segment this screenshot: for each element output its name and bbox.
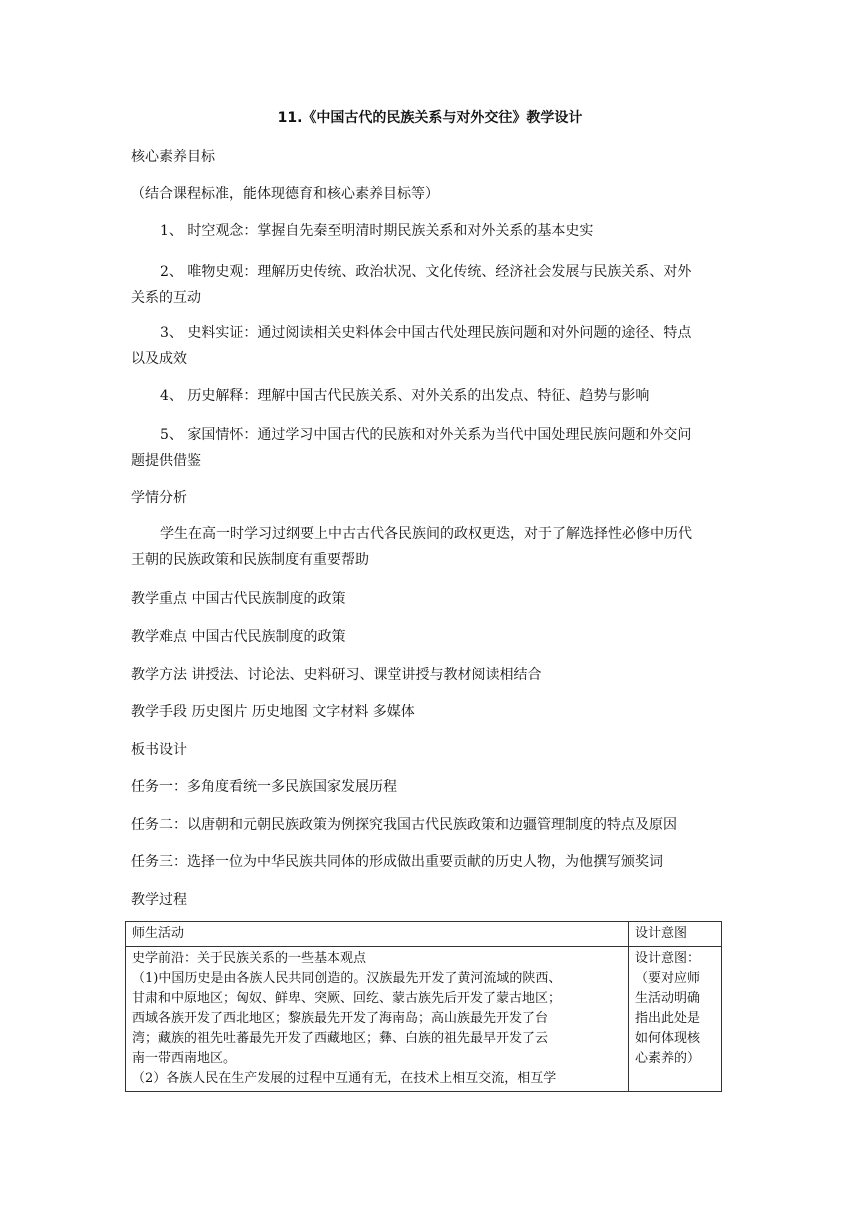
intent-line: 设计意图： — [635, 951, 701, 966]
teaching-key-point: 教学重点 中国古代民族制度的政策 — [131, 591, 346, 607]
objective-2-cont: 关系的互动 — [131, 290, 201, 306]
document-title: 11.《中国古代的民族关系与对外交往》教学设计 — [277, 110, 583, 126]
heading-core-goals: 核心素养目标 — [131, 149, 215, 165]
core-goals-note: （结合课程标准，能体现德育和核心素养目标等） — [131, 186, 439, 202]
activity-line: 甘肃和中原地区；匈奴、鲜卑、突厥、回纥、蒙古族先后开发了蒙古地区； — [132, 991, 562, 1006]
activity-line: （2）各族人民在生产发展的过程中互通有无，在技术上相互交流，相互学 — [132, 1071, 557, 1086]
objective-3: 3、 史料实证：通过阅读相关史料体会中国古代处理民族问题和对外问题的途径、特点 — [160, 325, 692, 341]
heading-teaching-process: 教学过程 — [131, 892, 187, 908]
intent-line: 心素养的） — [635, 1051, 701, 1066]
intent-line: （要对应师 — [635, 971, 701, 986]
activity-line: 西域各族开发了西北地区；黎族最先开发了海南岛；高山族最先开发了台 — [132, 1011, 549, 1026]
table-row — [126, 947, 722, 1092]
teaching-process-table — [125, 921, 722, 1092]
header-design-intent: 设计意图 — [629, 922, 722, 947]
activity-line: 湾；藏族的祖先吐蕃最先开发了西藏地区；彝、白族的祖先最早开发了云 — [132, 1031, 549, 1046]
heading-board-design: 板书设计 — [131, 742, 187, 758]
task-3: 任务三：选择一位为中华民族共同体的形成做出重要贡献的历史人物，为他撰写颁奖词 — [131, 854, 663, 870]
analysis-line-2: 王朝的民族政策和民族制度有重要帮助 — [131, 552, 369, 568]
objective-5: 5、 家国情怀：通过学习中国古代的民族和对外关系为当代中国处理民族问题和外交问 — [160, 427, 692, 443]
teaching-methods: 教学方法 讲授法、讨论法、史料研习、课堂讲授与教材阅读相结合 — [131, 667, 542, 683]
intent-line: 如何体现核 — [635, 1031, 701, 1046]
objective-3-cont: 以及成效 — [131, 351, 187, 367]
design-intent-cell — [629, 947, 722, 1092]
teaching-difficulty: 教学难点 中国古代民族制度的政策 — [131, 629, 346, 645]
teaching-means: 教学手段 历史图片 历史地图 文字材料 多媒体 — [131, 704, 415, 720]
objective-1: 1、 时空观念：掌握自先秦至明清时期民族关系和对外关系的基本史实 — [160, 223, 594, 239]
table-header-row — [126, 922, 722, 947]
task-1: 任务一：多角度看统一多民族国家发展历程 — [131, 779, 397, 795]
activity-line: 史学前沿：关于民族关系的一些基本观点 — [132, 951, 367, 966]
objective-5-cont: 题提供借鉴 — [131, 453, 201, 469]
activity-line: （1)中国历史是由各族人民共同创造的。汉族最先开发了黄河流域的陕西、 — [132, 971, 562, 986]
objective-4: 4、 历史解释：理解中国古代民族关系、对外关系的出发点、特征、趋势与影响 — [160, 388, 650, 404]
objective-2: 2、 唯物史观：理解历史传统、政治状况、文化传统、经济社会发展与民族关系、对外 — [160, 264, 692, 280]
header-activities: 师生活动 — [126, 922, 629, 947]
activity-line: 南一带西南地区。 — [132, 1051, 237, 1066]
activities-cell — [126, 947, 629, 1092]
analysis-line-1: 学生在高一时学习过纲要上中古古代各民族间的政权更迭，对于了解选择性必修中历代 — [160, 526, 692, 542]
task-2: 任务二：以唐朝和元朝民族政策为例探究我国古代民族政策和边疆管理制度的特点及原因 — [131, 817, 677, 833]
intent-line: 生活动明确 — [635, 991, 701, 1006]
heading-student-analysis: 学情分析 — [131, 490, 187, 506]
intent-line: 指出此处是 — [635, 1011, 701, 1026]
